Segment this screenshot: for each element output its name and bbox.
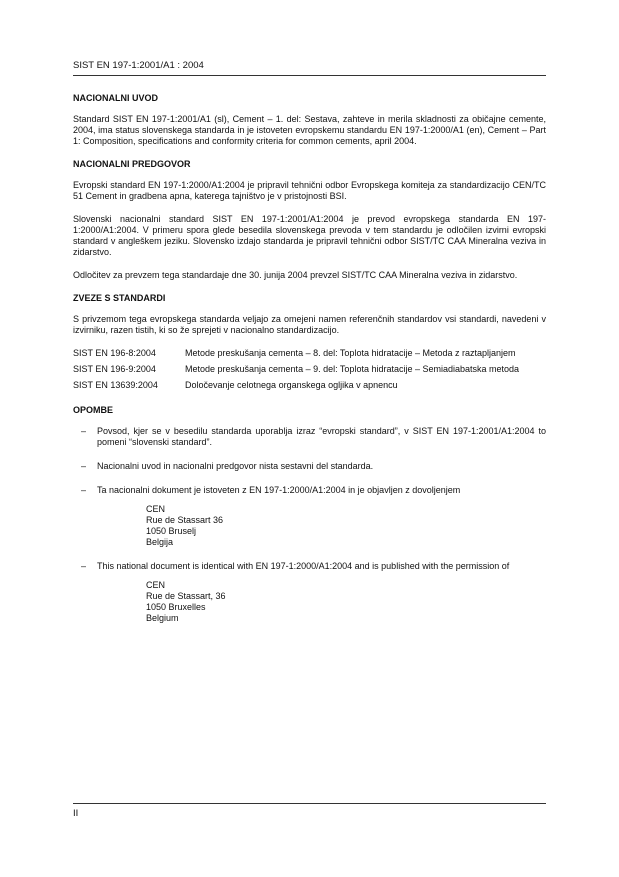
dash-bullet: – xyxy=(81,561,87,571)
reference-title: Metode preskušanja cementa – 9. del: Toplota hidratacije – Semiadiabatska metoda xyxy=(185,364,520,374)
address-line: CEN xyxy=(146,580,166,590)
note-item xyxy=(73,561,546,572)
predgovor-paragraph-2: Slovenski nacionalni standard SIST EN 197-1:2001/A1:2004 je prevod evropskega standarda EN 197-1:2000/A1:2004. V primeru spora glede besedila slovenskega prevoda v tem standardu je odločilen izvirni evropski standard v angleškem jeziku. Slovensko izdajo standarda je pripravil tehnični odbor SIST/TC CAA Mineralna veziva in zidarstvo. xyxy=(73,214,546,257)
address-line: Belgium xyxy=(146,613,179,623)
reference-title: Metode preskušanja cementa – 8. del: Toplota hidratacije – Metoda z raztapljanjem xyxy=(185,348,516,358)
reference-row xyxy=(73,364,546,380)
note-text: Povsod, kjer se v besedilu standarda uporablja izraz “evropski standard”, v SIST EN 197-1:2001/A1:2004 to pomeni “slovenski standard”. xyxy=(97,426,546,447)
reference-standards-table xyxy=(73,348,546,396)
predgovor-paragraph-3: Odločitev za prevzem tega standardaje dne 30. junija 2004 prevzel SIST/TC CAA Mineralna veziva in zidarstvo. xyxy=(73,270,518,280)
heading-nacionalni-predgovor: NACIONALNI PREDGOVOR xyxy=(73,159,191,169)
address-line: Rue de Stassart 36 xyxy=(146,515,224,525)
reference-row xyxy=(73,380,546,396)
note-item xyxy=(73,461,546,472)
address-line: Belgija xyxy=(146,537,174,547)
note-text: This national document is identical with EN 197-1:2000/A1:2004 and is published with the permission of xyxy=(97,561,510,571)
zveze-intro: S privzemom tega evropskega standarda veljajo za omejeni namen referenčnih standardov vsi standardi, navedeni v izvirniku, razen tistih, ki so že sprejeti v nacionalno standardizacijo. xyxy=(73,314,546,335)
address-line: CEN xyxy=(146,504,166,514)
address-block-sl xyxy=(146,504,546,548)
note-text: Ta nacionalni dokument je istoveten z EN 197-1:2000/A1:2004 in je objavljen z dovoljenjem xyxy=(97,485,461,495)
uvod-paragraph: Standard SIST EN 197-1:2001/A1 (sl), Cement – 1. del: Sestava, zahteve in merila skladnosti za običajne cemente, 2004, ima status slovenskega standarda in je istoveten evropskemu standardu EN 197-1:2000/A1 (en), Cement – Part 1: Composition, specifications and conformity criteria for common cements, april 2004. xyxy=(73,114,546,146)
note-text: Nacionalni uvod in nacionalni predgovor nista sestavni del standarda. xyxy=(97,461,374,471)
address-block-en xyxy=(146,580,546,624)
reference-row xyxy=(73,348,546,364)
page-number: II xyxy=(73,808,79,819)
document-body xyxy=(73,93,546,637)
reference-code: SIST EN 196-9:2004 xyxy=(73,364,156,374)
dash-bullet: – xyxy=(81,426,87,436)
dash-bullet: – xyxy=(81,461,87,471)
dash-bullet: – xyxy=(81,485,87,495)
reference-code: SIST EN 196-8:2004 xyxy=(73,348,156,358)
heading-opombe: OPOMBE xyxy=(73,405,114,415)
header-rule xyxy=(73,75,546,76)
address-line: 1050 Bruselj xyxy=(146,526,197,536)
heading-zveze-s-standardi: ZVEZE S STANDARDI xyxy=(73,293,166,303)
address-line: Rue de Stassart, 36 xyxy=(146,591,226,601)
address-line: 1050 Bruxelles xyxy=(146,602,206,612)
reference-code: SIST EN 13639:2004 xyxy=(73,380,158,390)
note-item xyxy=(73,485,546,496)
heading-nacionalni-uvod: NACIONALNI UVOD xyxy=(73,93,158,103)
note-item xyxy=(73,426,546,448)
footer-rule xyxy=(73,803,546,804)
reference-title: Določevanje celotnega organskega ogljika v apnencu xyxy=(185,380,398,390)
running-header: SIST EN 197-1:2001/A1 : 2004 xyxy=(73,60,204,71)
predgovor-paragraph-1: Evropski standard EN 197-1:2000/A1:2004 je pripravil tehnični odbor Evropskega komiteja za standardizacijo CEN/TC 51 Cement in gradbena apna, katerega tajništvo je v pristojnosti BSI. xyxy=(73,180,546,201)
